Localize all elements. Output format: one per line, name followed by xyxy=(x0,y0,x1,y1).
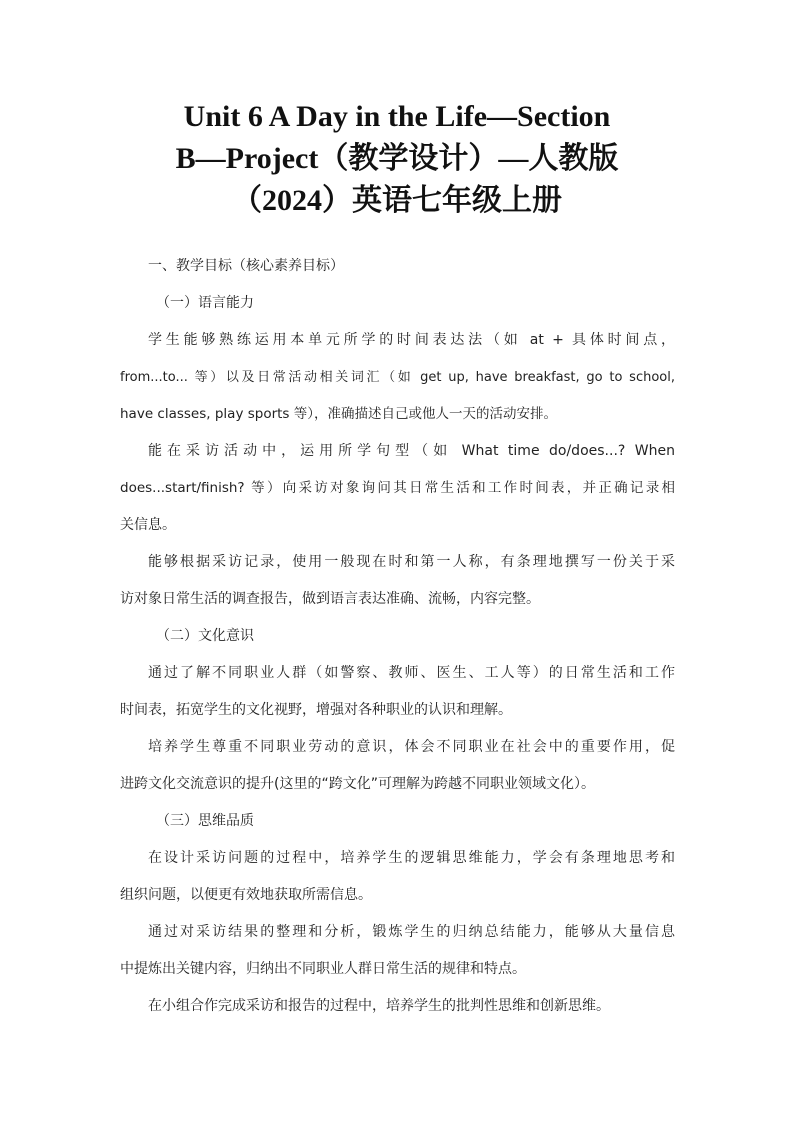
paragraph-line: does...start/finish? 等）向采访对象询问其日常生活和工作时间表，并正确记录相 xyxy=(120,480,675,496)
paragraph-line: 进跨文化交流意识的提升(这里的“跨文化”可理解为跨越不同职业领域文化）。 xyxy=(120,776,595,792)
subsection-heading: （三）思维品质 xyxy=(156,813,254,829)
document-title xyxy=(120,96,674,222)
paragraph-line: 在小组合作完成采访和报告的过程中，培养学生的批判性思维和创新思维。 xyxy=(148,998,610,1014)
paragraph-line: 能在采访活动中，运用所学句型（如 What time do/does...? When xyxy=(148,443,675,459)
paragraph-line: 学生能够熟练运用本单元所学的时间表达法（如 at + 具体时间点， xyxy=(148,332,675,348)
paragraph-line: 访对象日常生活的调查报告，做到语言表达准确、流畅，内容完整。 xyxy=(120,591,540,607)
title-line: B—Project（教学设计）—人教版 xyxy=(175,142,619,175)
paragraph-line: 培养学生尊重不同职业劳动的意识，体会不同职业在社会中的重要作用，促 xyxy=(148,739,675,755)
paragraph-line: 能够根据采访记录，使用一般现在时和第一人称，有条理地撰写一份关于采 xyxy=(148,554,675,570)
paragraph-line: 在设计采访问题的过程中，培养学生的逻辑思维能力，学会有条理地思考和 xyxy=(148,850,675,866)
title-line: Unit 6 A Day in the Life—Section xyxy=(183,100,611,133)
paragraph-line: 通过对采访结果的整理和分析，锻炼学生的归纳总结能力，能够从大量信息 xyxy=(148,924,675,940)
subsection-heading: （二）文化意识 xyxy=(156,628,254,644)
document-body xyxy=(120,248,675,1025)
paragraph-line: 中提炼出关键内容，归纳出不同职业人群日常生活的规律和特点。 xyxy=(120,961,526,977)
subsection-heading: （一）语言能力 xyxy=(156,295,254,311)
paragraph-line: from...to... 等）以及日常活动相关词汇（如 get up, have breakfast, go to school, xyxy=(120,370,675,385)
paragraph-line: have classes, play sports 等），准确描述自己或他人一天的活动安排。 xyxy=(120,406,558,422)
title-line: （2024）英语七年级上册 xyxy=(232,184,562,217)
section-heading: 一、教学目标（核心素养目标） xyxy=(148,258,344,274)
paragraph-line: 组织问题，以便更有效地获取所需信息。 xyxy=(120,887,372,903)
paragraph-line: 关信息。 xyxy=(120,517,176,533)
paragraph-line: 时间表，拓宽学生的文化视野，增强对各种职业的认识和理解。 xyxy=(120,702,512,718)
paragraph-line: 通过了解不同职业人群（如警察、教师、医生、工人等）的日常生活和工作 xyxy=(148,665,675,681)
